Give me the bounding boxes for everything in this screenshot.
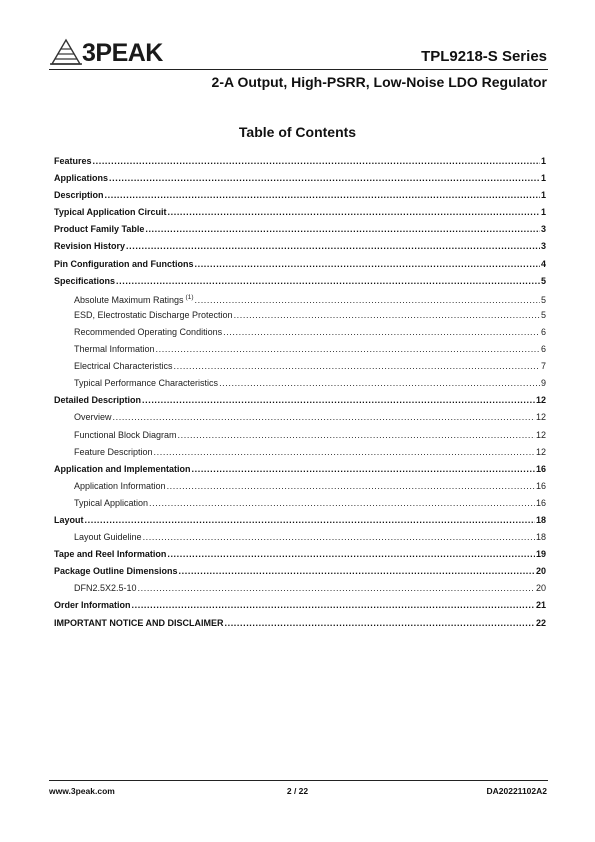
toc-entry-page: 20 — [535, 583, 546, 594]
toc-leader-dots — [192, 463, 535, 475]
toc-entry-text: IMPORTANT NOTICE AND DISCLAIMER — [54, 617, 224, 628]
toc-entry[interactable] — [54, 377, 546, 394]
toc-leader-dots — [143, 531, 535, 543]
toc-entry[interactable] — [54, 531, 546, 548]
toc-entry-page: 3 — [540, 224, 546, 235]
toc-entry-page: 18 — [535, 514, 546, 525]
toc-entry-label — [74, 309, 233, 321]
toc-entry-label — [74, 343, 155, 355]
toc-entry-text: Revision History — [54, 241, 126, 252]
toc-entry-page: 12 — [535, 429, 546, 440]
toc-entry-label — [74, 429, 177, 441]
product-subtitle: 2-A Output, High-PSRR, Low-Noise LDO Regulator — [211, 74, 547, 90]
footnote-marker: (1) — [185, 293, 194, 301]
toc-leader-dots — [138, 582, 535, 594]
toc-entry-text: Layout Guideline — [74, 532, 142, 543]
toc-entry-page: 9 — [540, 378, 546, 389]
toc-leader-dots — [167, 548, 535, 560]
toc-entry[interactable] — [54, 223, 546, 240]
toc-entry[interactable] — [54, 206, 546, 223]
toc-entry-page: 1 — [540, 156, 546, 166]
toc-entry[interactable] — [54, 326, 546, 343]
toc-entry-label — [54, 514, 84, 526]
toc-leader-dots — [168, 206, 540, 218]
toc-entry-text: Application Information — [74, 480, 166, 491]
toc-leader-dots — [225, 617, 535, 629]
toc-entry-label — [74, 497, 148, 509]
toc-entry[interactable] — [54, 240, 546, 257]
toc-entry-label — [54, 275, 115, 287]
toc-entry-page: 18 — [535, 532, 546, 543]
logo-text: 3PEAK — [82, 39, 163, 67]
toc-entry[interactable] — [54, 360, 546, 377]
toc-entry[interactable] — [54, 480, 546, 497]
toc-entry-text: Order Information — [54, 600, 131, 611]
toc-entry-page: 21 — [535, 600, 546, 611]
toc-entry-text: DFN2.5X2.5-10 — [74, 583, 137, 594]
toc-entry[interactable] — [54, 565, 546, 582]
toc-entry-text: Product Family Table — [54, 224, 145, 235]
toc-entry-label — [74, 531, 142, 543]
toc-title: Table of Contents — [238, 124, 357, 140]
toc-entry[interactable] — [54, 446, 546, 463]
toc-entry-page: 16 — [535, 497, 546, 508]
toc-leader-dots — [156, 343, 540, 355]
toc-leader-dots — [219, 377, 540, 389]
toc-entry[interactable] — [54, 497, 546, 514]
toc-entry-text: Tape and Reel Information — [54, 549, 167, 560]
toc-entry-page: 7 — [540, 361, 546, 372]
toc-entry[interactable] — [54, 429, 546, 446]
toc-entry[interactable] — [54, 394, 546, 411]
toc-entry[interactable] — [54, 617, 546, 634]
toc-entry[interactable] — [54, 599, 546, 616]
toc-entry-page: 16 — [535, 480, 546, 491]
toc-entry-label — [54, 463, 191, 475]
toc-entry[interactable] — [54, 275, 546, 292]
toc-entry-text: Package Outline Dimensions — [54, 566, 178, 577]
toc-entry-page: 1 — [540, 190, 546, 201]
toc-leader-dots — [145, 223, 540, 235]
toc-entry-text: Applications — [54, 173, 109, 184]
toc-entry[interactable] — [54, 463, 546, 480]
toc-entry-label — [54, 206, 167, 218]
toc-entry-text: Recommended Operating Conditions — [74, 326, 223, 337]
toc-entry-page: 12 — [535, 412, 546, 423]
toc-leader-dots — [149, 497, 535, 509]
toc-leader-dots — [85, 514, 535, 526]
toc-entry[interactable] — [54, 189, 546, 206]
toc-entry-label — [74, 360, 173, 372]
product-title: TPL9218-S Series — [421, 48, 547, 65]
toc-entry-text: Features — [54, 156, 92, 166]
toc-entry-label — [54, 548, 166, 560]
toc-entry-label — [54, 599, 131, 611]
toc-entry-label — [54, 258, 194, 270]
toc-entry-text: Pin Configuration and Functions — [54, 258, 194, 269]
toc-entry-text: Layout — [54, 514, 84, 525]
toc-leader-dots — [154, 446, 535, 458]
toc-leader-dots — [132, 599, 535, 611]
toc-entry[interactable] — [54, 309, 546, 326]
toc-entry-label — [74, 326, 222, 338]
toc-entry-label — [74, 292, 194, 306]
toc-entry-text: Electrical Characteristics — [74, 361, 173, 372]
footer-divider — [49, 780, 548, 781]
toc-entry-label — [54, 565, 178, 577]
toc-entry-label — [74, 411, 112, 423]
toc-leader-dots — [174, 360, 540, 372]
toc-entry-page: 19 — [535, 549, 546, 560]
toc-entry-text: Thermal Information — [74, 344, 155, 355]
toc-entry-text: Typical Performance Characteristics — [74, 378, 219, 389]
toc-entry-label — [54, 172, 108, 184]
toc-entry-page: 5 — [540, 294, 546, 305]
toc-leader-dots — [195, 294, 540, 306]
company-logo — [50, 38, 185, 66]
toc-entry-page: 1 — [540, 207, 546, 218]
toc-entry-page: 3 — [540, 241, 546, 252]
toc-leader-dots — [195, 258, 540, 270]
toc-entry-page: 12 — [535, 395, 546, 406]
toc-leader-dots — [167, 480, 535, 492]
toc-entry-page: 1 — [540, 173, 546, 184]
toc-entry-label — [74, 446, 153, 458]
toc-entry-page: 4 — [540, 258, 546, 269]
toc-entry-page: 6 — [540, 326, 546, 337]
footer-page-indicator: 2 / 22 — [286, 786, 309, 796]
toc-entry[interactable] — [54, 411, 546, 428]
toc-entry-text: Overview — [74, 412, 112, 423]
toc-entry-label — [54, 617, 224, 629]
toc-entry[interactable] — [54, 514, 546, 531]
toc-entry[interactable] — [54, 155, 546, 172]
toc-entry-text: Absolute Maximum Ratings — [74, 294, 184, 305]
toc-entry-label — [54, 394, 141, 406]
toc-entry[interactable] — [54, 582, 546, 599]
toc-entry-label — [54, 223, 144, 235]
toc-leader-dots — [126, 240, 540, 252]
toc-entry[interactable] — [54, 172, 546, 189]
toc-entry-page: 12 — [535, 446, 546, 457]
toc-entry-page: 20 — [535, 566, 546, 577]
toc-leader-dots — [116, 275, 540, 287]
toc-entry[interactable] — [54, 343, 546, 360]
toc-entry-page: 6 — [540, 344, 546, 355]
toc-leader-dots — [223, 326, 540, 338]
toc-leader-dots — [105, 189, 540, 201]
table-of-contents — [54, 155, 546, 634]
toc-leader-dots — [93, 155, 540, 167]
toc-entry-label — [74, 480, 166, 492]
footer-website-link[interactable]: www.3peak.com — [49, 786, 115, 796]
toc-entry-text: Detailed Description — [54, 395, 142, 406]
toc-entry-text: ESD, Electrostatic Discharge Protection — [74, 309, 233, 320]
toc-entry-label — [54, 240, 125, 252]
toc-leader-dots — [113, 411, 535, 423]
toc-leader-dots — [142, 394, 535, 406]
toc-leader-dots — [234, 309, 540, 321]
toc-entry-page: 22 — [535, 617, 546, 628]
toc-entry[interactable] — [54, 292, 546, 309]
toc-entry-label — [54, 189, 104, 201]
toc-leader-dots — [109, 172, 540, 184]
toc-entry[interactable] — [54, 258, 546, 275]
toc-entry-label — [74, 377, 218, 389]
toc-entry-text: Application and Implementation — [54, 463, 191, 474]
toc-entry-page: 16 — [535, 463, 546, 474]
toc-leader-dots — [179, 565, 535, 577]
peak-logo-icon — [50, 38, 82, 66]
toc-entry-page: 5 — [540, 275, 546, 286]
toc-leader-dots — [178, 429, 535, 441]
toc-entry-text: Typical Application — [74, 497, 149, 508]
toc-entry-text: Functional Block Diagram — [74, 429, 177, 440]
toc-entry-text: Typical Application Circuit — [54, 207, 167, 218]
toc-entry-label — [54, 155, 92, 167]
toc-entry-page: 5 — [540, 309, 546, 320]
toc-entry-label — [74, 582, 137, 594]
footer-doc-id: DA20221102A2 — [486, 786, 547, 796]
header-divider — [49, 69, 548, 70]
toc-entry[interactable] — [54, 548, 546, 565]
toc-entry-text: Specifications — [54, 275, 116, 286]
toc-entry-text: Description — [54, 190, 104, 201]
toc-entry-text: Feature Description — [74, 446, 153, 457]
